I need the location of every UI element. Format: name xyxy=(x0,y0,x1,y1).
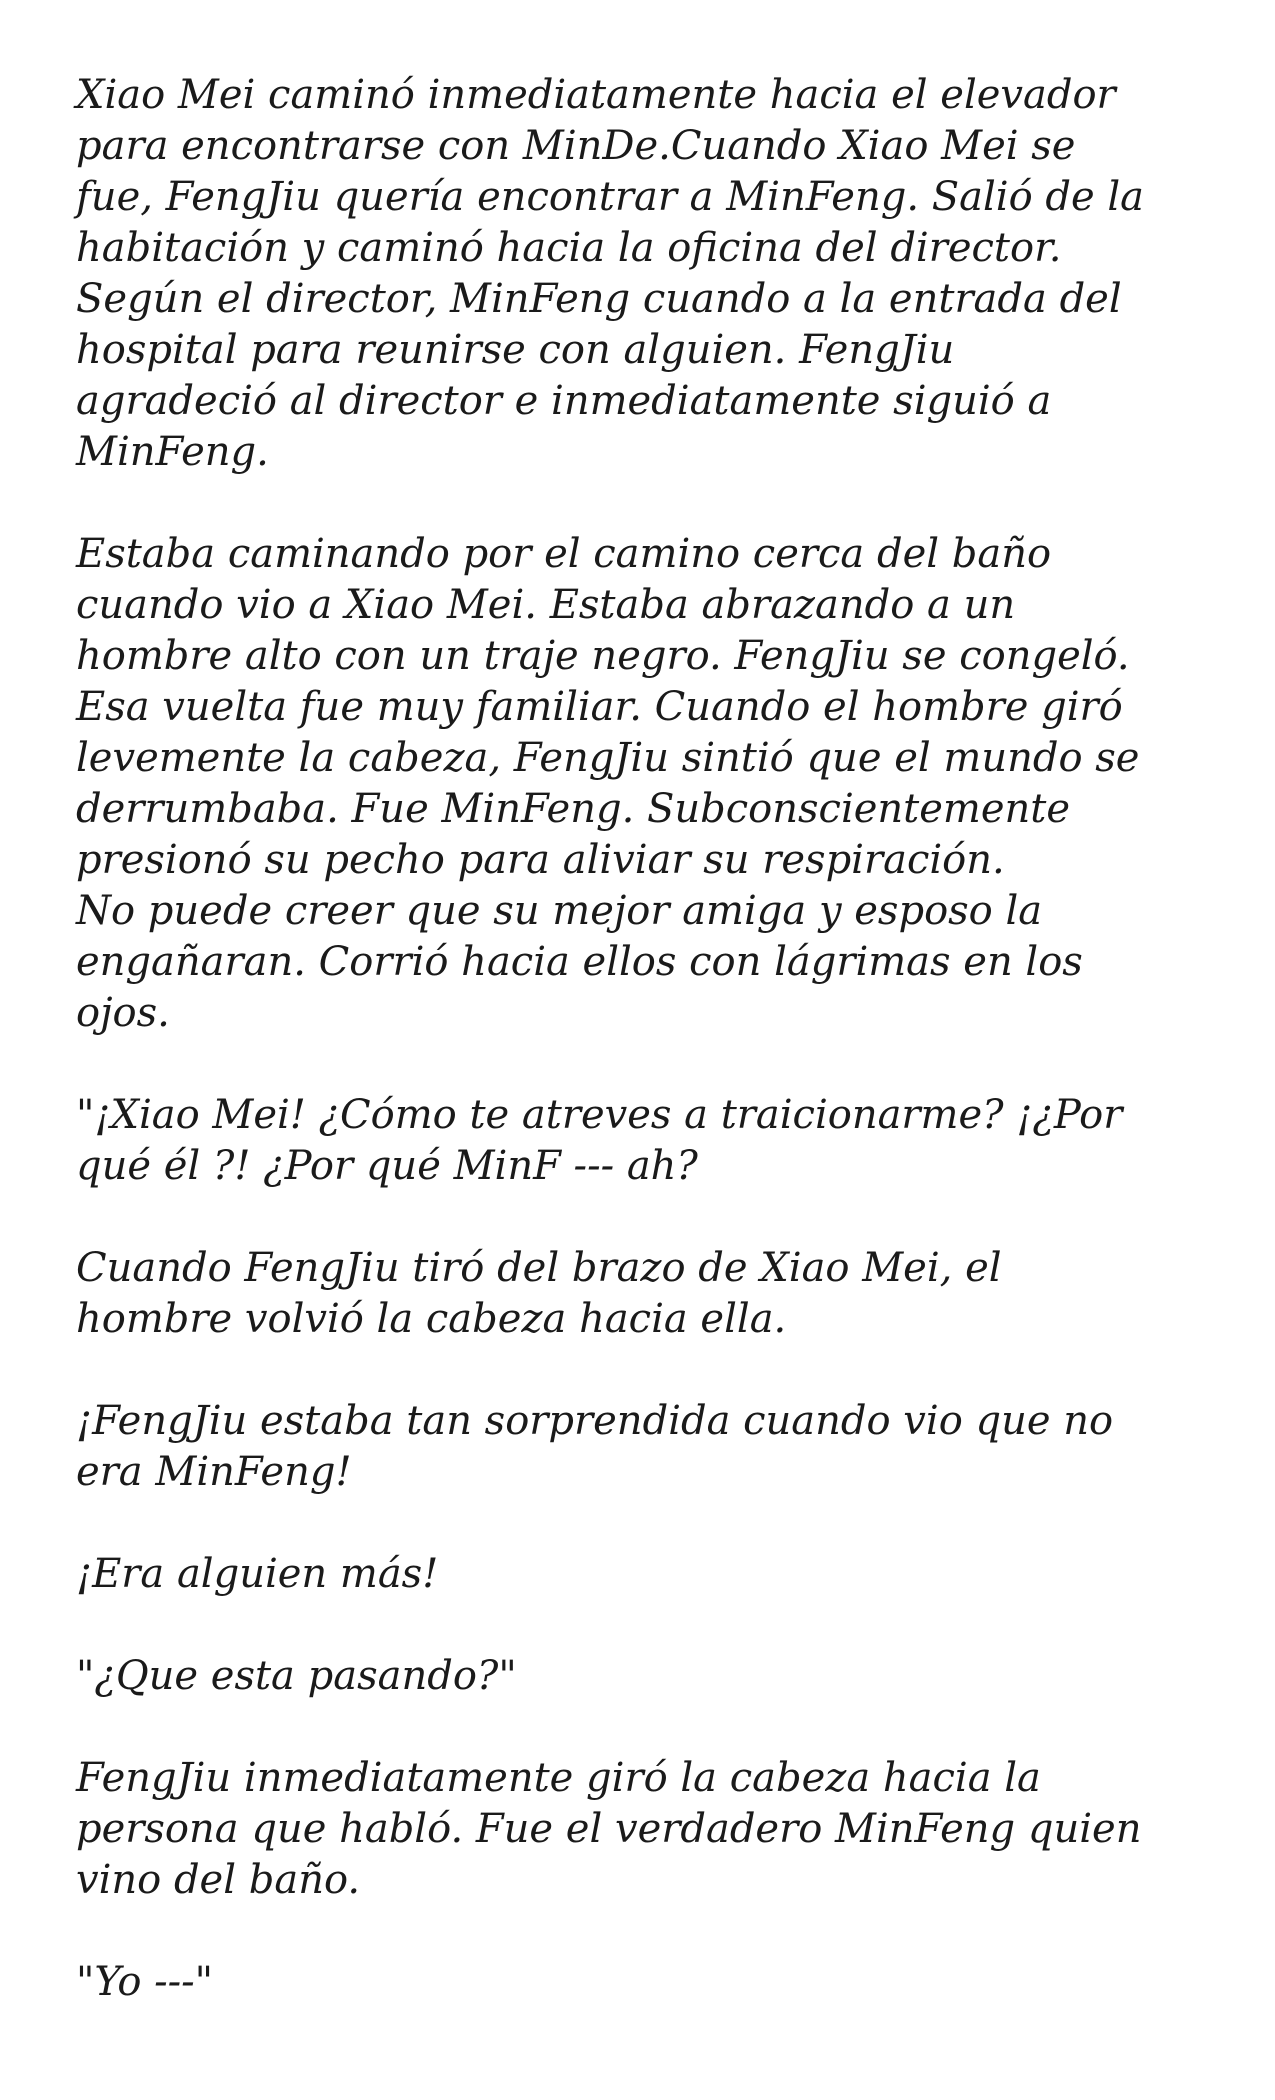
paragraph-7: "¿Que esta pasando?" xyxy=(76,1653,517,1699)
story-text xyxy=(76,70,1216,2059)
paragraph-8: FengJiu inmediatamente giró la cabeza hacia la persona que habló. Fue el verdadero MinFeng quien vino del baño. xyxy=(76,1755,1142,1903)
paragraph-2: Estaba caminando por el camino cerca del baño cuando vio a Xiao Mei. Estaba abrazando a un hombre alto con un traje negro. FengJiu se congeló. Esa vuelta fue muy familiar. Cuando el hombre giró levemente la cabeza, FengJiu sintió que el mundo se derrumbaba. Fue MinFeng. Subconscientemente presionó su pecho para aliviar su respiración. No puede creer que su mejor amiga y esposo la engañaran. Corrió hacia ellos con lágrimas en los ojos. xyxy=(76,531,1140,1036)
paragraph-6: ¡Era alguien más! xyxy=(76,1551,439,1597)
paragraph-4: Cuando FengJiu tiró del brazo de Xiao Mei, el hombre volvió la cabeza hacia ella. xyxy=(76,1245,1002,1342)
paragraph-9: "Yo ---" xyxy=(76,1959,214,2005)
paragraph-3: "¡Xiao Mei! ¿Cómo te atreves a traicionarme? ¡¿Por qué él ?! ¿Por qué MinF --- ah? xyxy=(76,1092,1123,1189)
paragraph-5: ¡FengJiu estaba tan sorprendida cuando vio que no era MinFeng! xyxy=(76,1398,1114,1495)
paragraph-1: Xiao Mei caminó inmediatamente hacia el elevador para encontrarse con MinDe.Cuando Xiao Mei se fue, FengJiu quería encontrar a MinFeng. Salió de la habitación y caminó hacia la oficina del director. Según el director, MinFeng cuando a la entrada del hospital para reunirse con alguien. FengJiu agradeció al director e inmediatamente siguió a MinFeng. xyxy=(76,72,1145,475)
